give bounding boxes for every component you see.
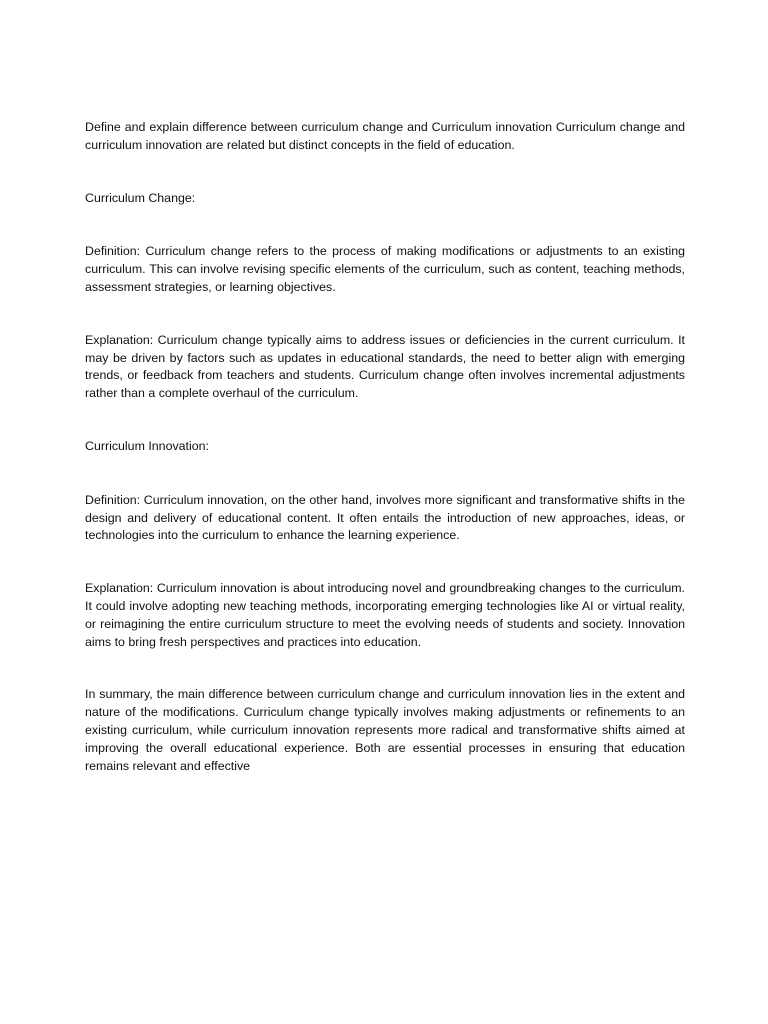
curriculum-innovation-definition: Definition: Curriculum innovation, on the other hand, involves more significant and transformative shifts in the design and delivery of educational content. It often entails the introduction of new approaches, ideas, or technologies into the curriculum to enhance the learning experience. [85, 492, 685, 543]
curriculum-change-definition: Definition: Curriculum change refers to the process of making modifications or adjustments to an existing curriculum. This can involve revising specific elements of the curriculum, such as content, teaching methods, assessment strategies, or learning objectives. [85, 244, 685, 294]
summary-paragraph: In summary, the main difference between curriculum change and curriculum innovation lies in the extent and nature of the modifications. Curriculum change typically involves making adjustments or refinements to an existing curriculum, while curriculum innovation represents more radical and transformative shifts aimed at improving the overall educational experience. Both are essential processes in ensuring that education remains relevant and effective [85, 687, 685, 773]
document-body [85, 119, 685, 775]
curriculum-innovation-explanation: Explanation: Curriculum innovation is about introducing novel and groundbreaking changes to the curriculum. It could involve adopting new teaching methods, incorporating emerging technologies like AI or virtual reality, or reimagining the entire curriculum structure to meet the evolving needs of students and society. Innovation aims to bring fresh perspectives and practices into education. [85, 581, 685, 649]
curriculum-change-explanation: Explanation: Curriculum change typically aims to address issues or deficiencies in the current curriculum. It may be driven by factors such as updates in educational standards, the need to better align with emerging trends, or feedback from teachers and students. Curriculum change often involves incremental adjustments rather than a complete overhaul of the curriculum. [85, 332, 685, 401]
intro-paragraph: Define and explain difference between curriculum change and Curriculum innovation Curriculum change and curriculum innovation are related but distinct concepts in the field of education. [85, 120, 685, 152]
curriculum-innovation-heading: Curriculum Innovation: [85, 438, 209, 453]
curriculum-change-heading: Curriculum Change: [85, 190, 196, 205]
